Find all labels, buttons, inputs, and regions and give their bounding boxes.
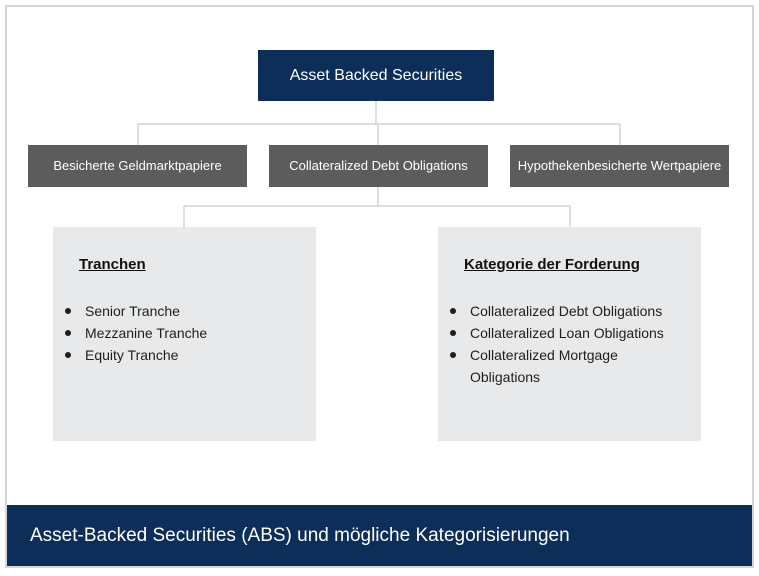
category-node-besicherte-geldmarktpapiere: Besicherte Geldmarktpapiere xyxy=(28,145,247,187)
panel-tranchen xyxy=(53,227,316,441)
list-item: Collateralized Loan Obligations xyxy=(470,322,670,344)
footer-caption: Asset-Backed Securities (ABS) und mögliche Kategorisierungen xyxy=(30,525,570,546)
tranchen-list xyxy=(85,300,285,366)
list-item: Senior Tranche xyxy=(85,300,285,322)
root-node-asset-backed-securities: Asset Backed Securities xyxy=(258,50,494,101)
panel-kategorie-der-forderung xyxy=(438,227,701,441)
list-item: Mezzanine Tranche xyxy=(85,322,285,344)
category-node-collateralized-debt-obligations: Collateralized Debt Obligations xyxy=(269,145,488,187)
category-node-hypothekenbesicherte-wertpapiere: Hypothekenbesicherte Wertpapiere xyxy=(510,145,729,187)
panel-heading-tranchen: Tranchen xyxy=(79,256,146,273)
panel-heading-kategorie: Kategorie der Forderung xyxy=(464,256,640,273)
kategorie-list xyxy=(470,300,670,388)
footer-bar xyxy=(7,505,752,566)
list-item: Collateralized Mortgage Obligations xyxy=(470,344,670,388)
list-item: Collateralized Debt Obligations xyxy=(470,300,670,322)
list-item: Equity Tranche xyxy=(85,344,285,366)
